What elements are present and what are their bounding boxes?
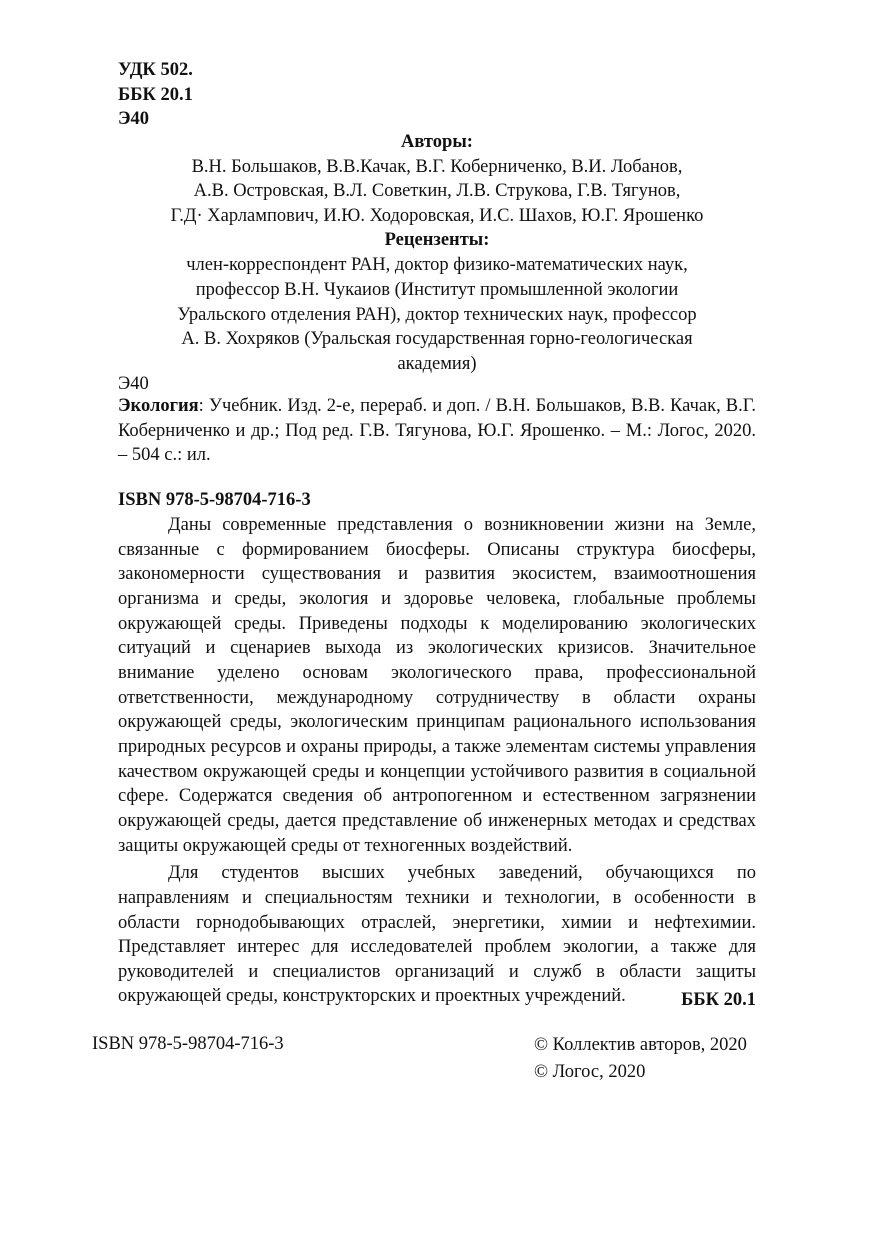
author-index: Э40 — [118, 109, 150, 129]
annotation-paragraph: Для студентов высших учебных заведений, обучающихся по направлениям и специальностям техники и технологии, в особенности в области горнодобывающих отраслей, энергетики, химии и нефтехимии. Представляет интерес для исследователей проблем экологии, а также для руководителей и специалистов организаций и служб в области защиты окружающей среды, конструкторских и проектных учреждений. — [118, 863, 756, 1007]
isbn-heading: ISBN 978-5-98704-716-3 — [118, 490, 311, 510]
authors-section — [118, 130, 756, 228]
copyright-line: © Логос, 2020 — [534, 1062, 646, 1082]
reviewers-section — [118, 253, 756, 377]
biblio-index: Э40 — [118, 374, 149, 394]
udk-code: УДК 502. — [118, 60, 193, 80]
copyright-line: © Коллектив авторов, 2020 — [534, 1035, 747, 1055]
reviewers-line: академия) — [397, 354, 477, 375]
classification-codes — [118, 58, 193, 132]
authors-line: Г.Д· Харлампович, И.Ю. Ходоровская, И.С. Шахов, Ю.Г. Ярошенко — [170, 205, 704, 226]
reviewers-line: член-корреспондент РАН, доктор физико-математических наук, — [186, 255, 688, 275]
bbk-code: ББК 20.1 — [118, 84, 193, 105]
biblio-description: : Учебник. Изд. 2-е, перераб. и доп. / В.Н. Большаков, В.В. Качак, В.Г. Коберниченко и др.; Под ред. Г.В. Тягунова, Ю.Г. Ярошенко. – М.: Логос, 2020. – 504 с.: ил. — [118, 396, 756, 466]
copyright-notices — [534, 1032, 747, 1086]
authors-line: В.Н. Большаков, В.В.Качак, В.Г. Коберниченко, В.И. Лобанов, — [191, 156, 683, 177]
authors-line: А.В. Островская, В.Л. Советкин, Л.В. Струкова, Г.В. Тягунов, — [193, 181, 681, 202]
reviewers-line: Уральского отделения РАН), доктор технических наук, профессор — [177, 304, 697, 325]
authors-label: Авторы: — [401, 132, 473, 152]
reviewers-label: Рецензенты: — [384, 230, 490, 250]
bbk-footer-code: ББК 20.1 — [681, 990, 756, 1010]
reviewers-line: профессор В.Н. Чукаиов (Институт промышленной экологии — [195, 279, 679, 300]
annotation-paragraph: Даны современные представления о возникновении жизни на Земле, связанные с формированием биосферы. Описаны структура биосферы, закономерности существования и развития экосистем, взаимоотношения организма и среды, экология и здоровье человека, глобальные проблемы окружающей среды. Приведены подходы к моделированию экологических ситуаций и сценариев выхода из экологических кризисов. Значительное внимание уделено основам экологического права, профессиональной ответственности, международному сотрудничеству в области охраны окружающей среды, экологическим принципам рационального использования природных ресурсов и охраны природы, а также элементам системы управления качеством окружающей среды и концепции устойчивого развития в социальной сфере. Содержатся сведения об антропогенном и естественном загрязнении окружающей среды, дается представление об инженерных методах и средствах защиты окружающей среды от техногенных воздействий. — [118, 515, 756, 856]
annotation — [118, 513, 756, 1009]
reviewers-line: А. В. Хохряков (Уральская государственная горно-геологическая — [181, 329, 693, 350]
isbn-footer: ISBN 978-5-98704-716-3 — [92, 1034, 284, 1054]
book-title: Экология — [118, 396, 199, 416]
bibliographic-record — [118, 394, 756, 468]
